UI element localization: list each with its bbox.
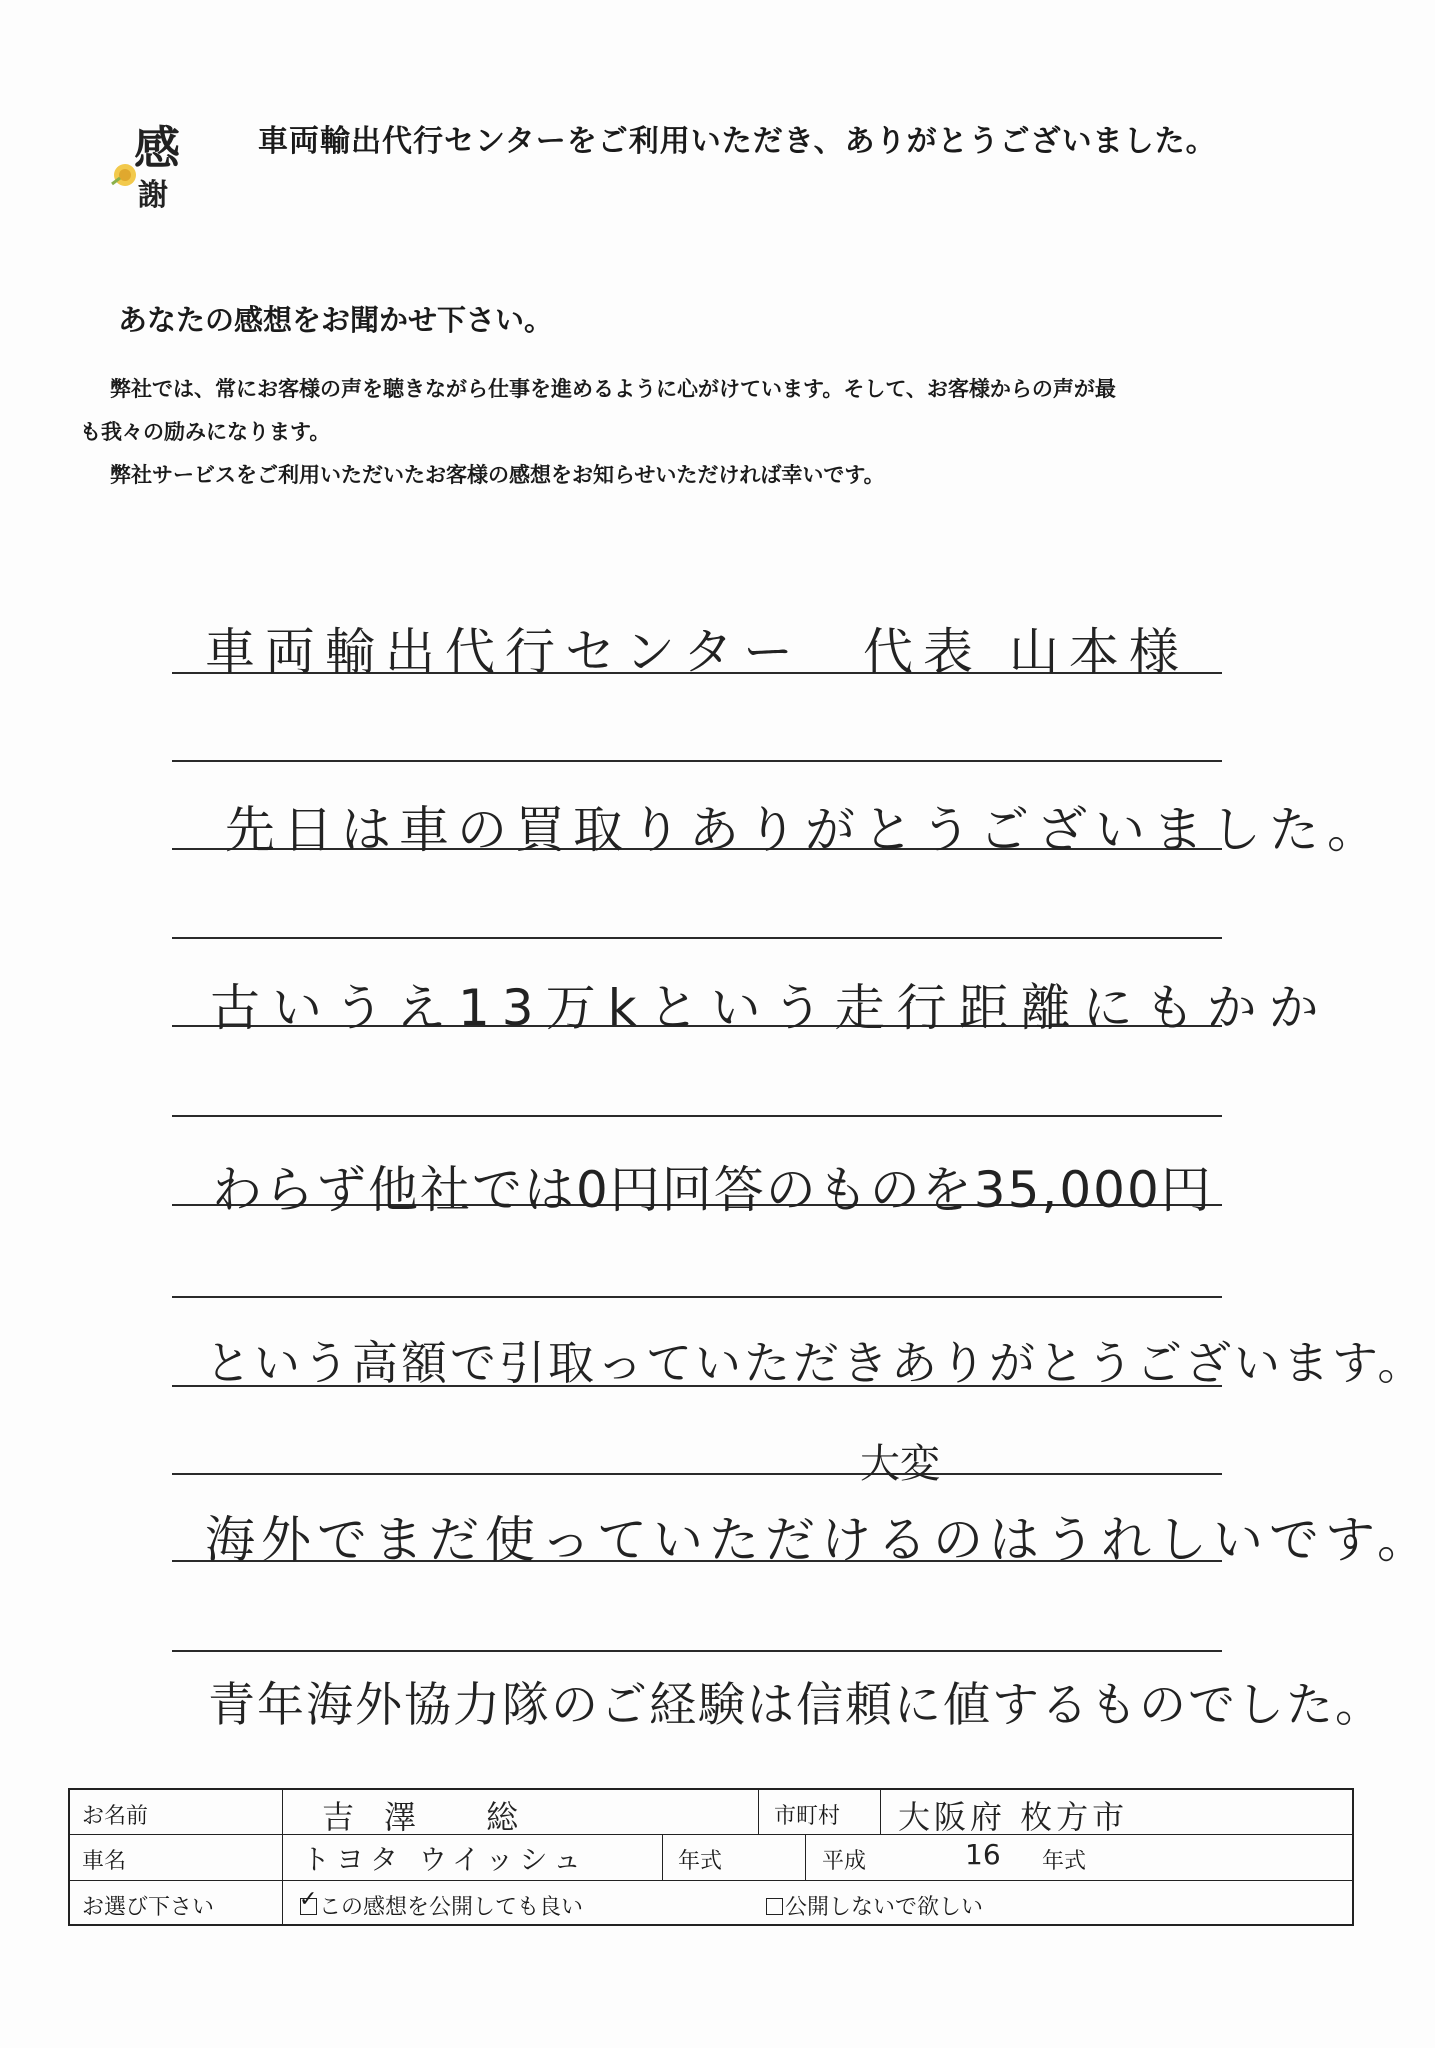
form-col-divider [758, 1790, 759, 1834]
form-col-divider [662, 1834, 663, 1880]
handwritten-line-6: 海外でまだ使っていただけるのはうれしいです。 [205, 1511, 1433, 1569]
name-label: お名前 [82, 1804, 149, 1829]
option-publish[interactable] [299, 1887, 584, 1921]
handwritten-line-5: という高額で引取っていただきありがとうございます。 [205, 1336, 1427, 1390]
ruled-line [172, 1650, 1222, 1652]
handwritten-line-7: 青年海外協力隊のご経験は信頼に値するものでした。 [208, 1678, 1384, 1733]
ruled-line [172, 1296, 1222, 1298]
era-label: 平成 [822, 1849, 867, 1874]
page-title: 車両輸出代行センターをご利用いただき、ありがとうございました。 [258, 124, 1217, 159]
intro-para2: 弊社サービスをご利用いただいたお客様の感想をお知らせいただければ幸いです。 [110, 463, 885, 487]
handwritten-line-4: わらず他社では0円回答のものを35,000円 [212, 1161, 1213, 1219]
option-publish-label: この感想を公開しても良い [319, 1895, 584, 1920]
check-icon: ✓ [299, 1887, 318, 1912]
private-checkbox[interactable] [766, 1898, 783, 1915]
car-label: 車名 [82, 1849, 127, 1874]
form-row-divider [70, 1880, 1352, 1881]
ruled-line [172, 760, 1222, 762]
year-label: 年式 [678, 1849, 723, 1874]
form-col-divider [880, 1790, 881, 1834]
car-value: トヨタ ウイッシュ [302, 1843, 587, 1876]
ruled-line [172, 1473, 1222, 1475]
handwritten-insert: 大変 [860, 1441, 940, 1487]
option-private[interactable] [766, 1890, 983, 1921]
section-heading: あなたの感想をお聞かせ下さい。 [118, 303, 554, 337]
year-suffix: 年式 [1042, 1849, 1087, 1874]
year-value: 16 [965, 1838, 1001, 1871]
handwritten-line-2: 先日は車の買取りありがとうございました。 [225, 801, 1385, 859]
handwritten-line-1: 車両輸出代行センター 代表 山本様 [205, 623, 1189, 681]
option-private-label: 公開しないで欲しい [785, 1895, 984, 1920]
ruled-line [172, 937, 1222, 939]
intro-para1-line1: 弊社では、常にお客様の声を聴きながら仕事を進めるように心がけています。そして、お客様からの声が最 [110, 377, 1116, 401]
form-col-divider [805, 1834, 806, 1880]
city-value: 大阪府 枚方市 [898, 1798, 1129, 1836]
handwritten-line-3: 古いうえ13万kという走行距離にもかか [210, 979, 1331, 1037]
logo-kan: 感 [134, 121, 180, 175]
publish-checkbox[interactable] [299, 1887, 318, 1915]
ruled-line [172, 1115, 1222, 1117]
choose-label: お選び下さい [82, 1895, 215, 1920]
logo-sha: 謝 [138, 178, 164, 213]
form-col-divider [282, 1790, 283, 1926]
name-value: 吉澤 総 [322, 1798, 549, 1836]
customer-info-form [68, 1788, 1354, 1926]
form-row-divider [70, 1834, 1352, 1835]
intro-para1-line2: も我々の励みになります。 [80, 420, 331, 444]
city-label: 市町村 [774, 1804, 841, 1829]
